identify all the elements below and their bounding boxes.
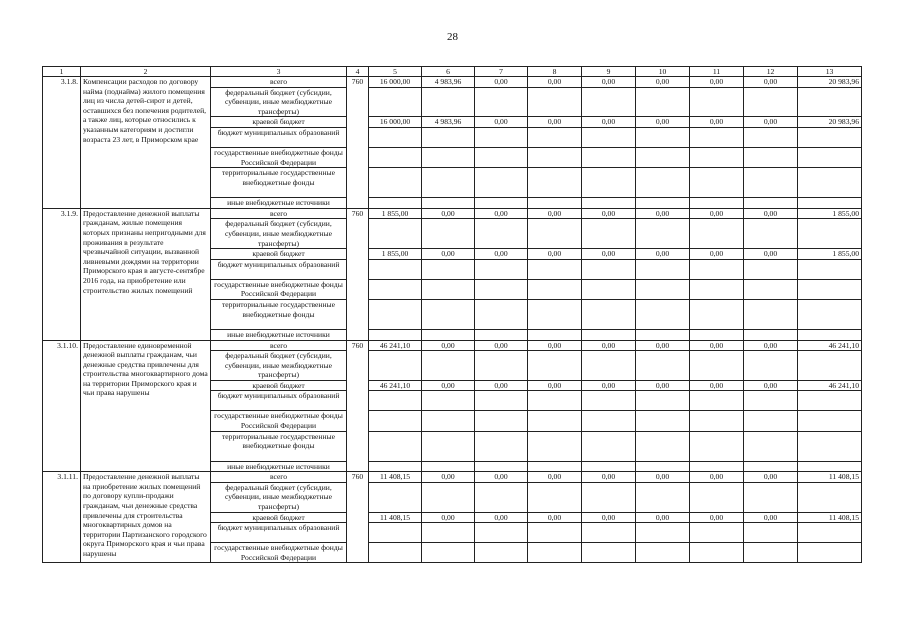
funding-source: бюджет муниципальных образований — [211, 259, 347, 279]
year-amount-cell — [582, 147, 636, 167]
total-cell — [798, 461, 862, 472]
total-cell — [798, 147, 862, 167]
year-amount-cell — [582, 259, 636, 279]
year-amount-cell — [528, 87, 582, 117]
total-cell — [798, 299, 862, 329]
total-cell — [798, 411, 862, 431]
total-cell — [798, 351, 862, 381]
year-amount-cell — [475, 259, 528, 279]
item-name: Предоставление единовременной денежной выплаты гражданам, чьи денежные средства привлечены для строительства многоквартирного дома на территории Приморского края и чьи права нарушены — [81, 340, 211, 472]
year-amount-cell — [422, 482, 475, 512]
year-amount-cell: 0,00 — [744, 512, 798, 523]
column-header: 7 — [475, 67, 528, 77]
year-amount-cell: 0,00 — [744, 380, 798, 391]
year-amount-cell — [369, 127, 422, 147]
column-header: 1 — [43, 67, 81, 77]
year-amount-cell — [582, 87, 636, 117]
item-name: Компенсации расходов по договору найма (поднайма) жилого помещения лиц из числа детей-сирот и детей, оставшихся без попечения родителей, а также лиц, которые относились к указанным категориям и достигли возраста 23 лет, в Приморском крае — [81, 77, 211, 209]
funding-source: государственные внебюджетные фонды Российской Федерации — [211, 411, 347, 431]
year-amount-cell: 0,00 — [636, 208, 690, 219]
year-amount-cell: 0,00 — [475, 512, 528, 523]
total-cell — [798, 523, 862, 543]
year-amount-cell — [636, 87, 690, 117]
year-amount-cell — [636, 168, 690, 198]
grbs-code: 760 — [347, 340, 369, 472]
year-amount-cell: 0,00 — [690, 340, 744, 351]
year-amount-cell — [582, 279, 636, 299]
year-amount-cell: 46 241,10 — [369, 340, 422, 351]
year-amount-cell — [636, 127, 690, 147]
year-amount-cell: 0,00 — [475, 208, 528, 219]
year-amount-cell: 0,00 — [690, 208, 744, 219]
funding-source: федеральный бюджет (субсидии, субвенции, иные межбюджетные трансферты) — [211, 87, 347, 117]
year-amount-cell: 0,00 — [475, 117, 528, 128]
year-amount-cell — [475, 543, 528, 563]
year-amount-cell — [422, 299, 475, 329]
year-amount-cell — [744, 219, 798, 249]
year-amount-cell — [528, 329, 582, 340]
year-amount-cell — [582, 299, 636, 329]
year-amount-cell: 0,00 — [690, 472, 744, 483]
funding-source: бюджет муниципальных образований — [211, 523, 347, 543]
year-amount-cell — [369, 523, 422, 543]
year-amount-cell — [582, 219, 636, 249]
year-amount-cell: 0,00 — [422, 208, 475, 219]
year-amount-cell — [582, 351, 636, 381]
funding-source: краевой бюджет — [211, 512, 347, 523]
year-amount-cell — [690, 391, 744, 411]
year-amount-cell — [744, 411, 798, 431]
year-amount-cell — [475, 431, 528, 461]
year-amount-cell — [475, 391, 528, 411]
year-amount-cell — [636, 147, 690, 167]
total-cell — [798, 259, 862, 279]
year-amount-cell — [582, 523, 636, 543]
item-name: Предоставление денежной выплаты на приобретение жилых помещений по договору купли-продажи гражданам, чьи денежные средства привлечены для строительства многоквартирных домов на территории Партизанского городского округа Приморского края и чьи права нарушены — [81, 472, 211, 563]
year-amount-cell: 0,00 — [636, 380, 690, 391]
year-amount-cell: 0,00 — [690, 77, 744, 88]
year-amount-cell — [475, 168, 528, 198]
year-amount-cell — [422, 259, 475, 279]
year-amount-cell — [744, 127, 798, 147]
year-amount-cell: 0,00 — [528, 340, 582, 351]
funding-source: иные внебюджетные источники — [211, 461, 347, 472]
year-amount-cell — [528, 127, 582, 147]
year-amount-cell — [528, 279, 582, 299]
total-cell — [798, 329, 862, 340]
total-cell — [798, 543, 862, 563]
year-amount-cell — [582, 198, 636, 209]
year-amount-cell: 0,00 — [744, 249, 798, 260]
year-amount-cell — [422, 219, 475, 249]
year-amount-cell — [528, 299, 582, 329]
year-amount-cell — [636, 461, 690, 472]
year-amount-cell: 0,00 — [744, 340, 798, 351]
year-amount-cell — [528, 351, 582, 381]
funding-source: территориальные государственные внебюджетные фонды — [211, 299, 347, 329]
funding-source: федеральный бюджет (субсидии, субвенции, иные межбюджетные трансферты) — [211, 219, 347, 249]
year-amount-cell: 0,00 — [636, 117, 690, 128]
year-amount-cell — [582, 431, 636, 461]
year-amount-cell: 0,00 — [582, 340, 636, 351]
year-amount-cell — [744, 461, 798, 472]
year-amount-cell — [422, 279, 475, 299]
year-amount-cell — [369, 461, 422, 472]
column-header: 3 — [211, 67, 347, 77]
year-amount-cell — [422, 523, 475, 543]
year-amount-cell — [369, 431, 422, 461]
year-amount-cell — [422, 127, 475, 147]
year-amount-cell — [369, 168, 422, 198]
year-amount-cell — [690, 127, 744, 147]
year-amount-cell — [475, 299, 528, 329]
funding-source: государственные внебюджетные фонды Российской Федерации — [211, 543, 347, 563]
funding-source: территориальные государственные внебюджетные фонды — [211, 431, 347, 461]
year-amount-cell — [690, 329, 744, 340]
total-cell: 11 408,15 — [798, 512, 862, 523]
year-amount-cell — [636, 523, 690, 543]
year-amount-cell — [744, 482, 798, 512]
funding-source: территориальные государственные внебюджетные фонды — [211, 168, 347, 198]
total-cell — [798, 482, 862, 512]
year-amount-cell — [744, 523, 798, 543]
year-amount-cell: 0,00 — [744, 472, 798, 483]
year-amount-cell — [582, 461, 636, 472]
total-cell: 20 983,96 — [798, 77, 862, 88]
year-amount-cell: 0,00 — [582, 380, 636, 391]
item-code: 3.1.11. — [43, 472, 81, 563]
column-header: 8 — [528, 67, 582, 77]
year-amount-cell: 0,00 — [422, 512, 475, 523]
year-amount-cell — [690, 523, 744, 543]
year-amount-cell — [369, 543, 422, 563]
table-row — [43, 472, 862, 483]
year-amount-cell — [744, 543, 798, 563]
year-amount-cell — [422, 168, 475, 198]
year-amount-cell: 46 241,10 — [369, 380, 422, 391]
year-amount-cell: 16 000,00 — [369, 77, 422, 88]
year-amount-cell: 4 983,96 — [422, 117, 475, 128]
year-amount-cell: 0,00 — [582, 512, 636, 523]
year-amount-cell — [475, 147, 528, 167]
year-amount-cell — [475, 219, 528, 249]
year-amount-cell — [369, 411, 422, 431]
year-amount-cell — [744, 391, 798, 411]
year-amount-cell — [636, 543, 690, 563]
year-amount-cell — [528, 391, 582, 411]
year-amount-cell — [475, 411, 528, 431]
year-amount-cell — [528, 259, 582, 279]
year-amount-cell — [528, 219, 582, 249]
year-amount-cell — [690, 461, 744, 472]
year-amount-cell — [690, 147, 744, 167]
year-amount-cell — [369, 482, 422, 512]
funding-source: всего — [211, 340, 347, 351]
total-cell: 46 241,10 — [798, 340, 862, 351]
year-amount-cell — [690, 279, 744, 299]
year-amount-cell — [369, 299, 422, 329]
year-amount-cell: 0,00 — [744, 117, 798, 128]
year-amount-cell — [690, 168, 744, 198]
year-amount-cell — [369, 87, 422, 117]
funding-source: всего — [211, 472, 347, 483]
total-cell: 11 408,15 — [798, 472, 862, 483]
year-amount-cell — [582, 543, 636, 563]
year-amount-cell — [582, 411, 636, 431]
year-amount-cell — [636, 279, 690, 299]
year-amount-cell — [475, 198, 528, 209]
year-amount-cell — [690, 411, 744, 431]
year-amount-cell — [422, 543, 475, 563]
year-amount-cell — [636, 431, 690, 461]
year-amount-cell: 1 855,00 — [369, 208, 422, 219]
year-amount-cell: 0,00 — [475, 77, 528, 88]
funding-source: краевой бюджет — [211, 249, 347, 260]
column-header: 11 — [690, 67, 744, 77]
year-amount-cell — [690, 351, 744, 381]
year-amount-cell — [582, 329, 636, 340]
item-code: 3.1.10. — [43, 340, 81, 472]
year-amount-cell — [582, 391, 636, 411]
column-number-row — [43, 67, 862, 77]
year-amount-cell — [582, 168, 636, 198]
year-amount-cell — [690, 543, 744, 563]
total-cell: 1 855,00 — [798, 249, 862, 260]
year-amount-cell — [744, 431, 798, 461]
year-amount-cell — [636, 259, 690, 279]
year-amount-cell — [422, 198, 475, 209]
year-amount-cell — [528, 411, 582, 431]
year-amount-cell — [690, 431, 744, 461]
year-amount-cell — [422, 411, 475, 431]
total-cell — [798, 198, 862, 209]
year-amount-cell: 0,00 — [636, 512, 690, 523]
total-cell — [798, 391, 862, 411]
year-amount-cell — [422, 391, 475, 411]
item-code: 3.1.9. — [43, 208, 81, 340]
year-amount-cell — [636, 482, 690, 512]
column-header: 12 — [744, 67, 798, 77]
total-cell — [798, 168, 862, 198]
year-amount-cell: 0,00 — [690, 380, 744, 391]
year-amount-cell — [422, 87, 475, 117]
year-amount-cell: 0,00 — [528, 380, 582, 391]
year-amount-cell: 1 855,00 — [369, 249, 422, 260]
year-amount-cell — [528, 168, 582, 198]
year-amount-cell: 0,00 — [475, 380, 528, 391]
funding-source: государственные внебюджетные фонды Российской Федерации — [211, 279, 347, 299]
year-amount-cell — [528, 461, 582, 472]
funding-source: федеральный бюджет (субсидии, субвенции, иные межбюджетные трансферты) — [211, 482, 347, 512]
year-amount-cell — [744, 329, 798, 340]
year-amount-cell: 0,00 — [528, 249, 582, 260]
year-amount-cell — [422, 329, 475, 340]
page-number: 28 — [447, 31, 458, 43]
year-amount-cell: 0,00 — [528, 208, 582, 219]
table-row — [43, 340, 862, 351]
year-amount-cell — [744, 259, 798, 279]
total-cell — [798, 127, 862, 147]
total-cell — [798, 279, 862, 299]
year-amount-cell: 0,00 — [690, 249, 744, 260]
year-amount-cell — [690, 299, 744, 329]
total-cell — [798, 431, 862, 461]
year-amount-cell: 0,00 — [690, 117, 744, 128]
year-amount-cell — [369, 279, 422, 299]
funding-source: федеральный бюджет (субсидии, субвенции, иные межбюджетные трансферты) — [211, 351, 347, 381]
funding-source: всего — [211, 77, 347, 88]
year-amount-cell — [369, 329, 422, 340]
year-amount-cell: 0,00 — [744, 208, 798, 219]
year-amount-cell: 0,00 — [636, 340, 690, 351]
grbs-code: 760 — [347, 472, 369, 563]
year-amount-cell — [475, 523, 528, 543]
year-amount-cell — [690, 219, 744, 249]
column-header: 2 — [81, 67, 211, 77]
year-amount-cell — [475, 329, 528, 340]
column-header: 9 — [582, 67, 636, 77]
table-row — [43, 208, 862, 219]
year-amount-cell — [636, 219, 690, 249]
year-amount-cell — [422, 431, 475, 461]
table-row — [43, 77, 862, 88]
item-code: 3.1.8. — [43, 77, 81, 209]
column-header: 5 — [369, 67, 422, 77]
year-amount-cell — [636, 411, 690, 431]
item-name: Предоставление денежной выплаты гражданам, жилые помещения которых признаны непригодными для проживания в результате чрезвычайной ситуации, вызванной ливневыми дождями на территории Приморского края в августе-сентябре 2016 года, на приобретение или строительство жилых помещений — [81, 208, 211, 340]
funding-source: иные внебюджетные источники — [211, 198, 347, 209]
year-amount-cell: 0,00 — [422, 249, 475, 260]
year-amount-cell: 0,00 — [582, 249, 636, 260]
grbs-code: 760 — [347, 77, 369, 209]
year-amount-cell — [369, 219, 422, 249]
column-header: 13 — [798, 67, 862, 77]
year-amount-cell — [690, 87, 744, 117]
year-amount-cell — [636, 351, 690, 381]
year-amount-cell — [475, 87, 528, 117]
year-amount-cell — [528, 198, 582, 209]
year-amount-cell: 0,00 — [528, 512, 582, 523]
year-amount-cell — [690, 259, 744, 279]
year-amount-cell: 0,00 — [528, 117, 582, 128]
year-amount-cell — [744, 198, 798, 209]
total-cell: 1 855,00 — [798, 208, 862, 219]
funding-source: краевой бюджет — [211, 117, 347, 128]
year-amount-cell — [636, 299, 690, 329]
total-cell: 20 983,96 — [798, 117, 862, 128]
year-amount-cell: 0,00 — [690, 512, 744, 523]
year-amount-cell — [369, 259, 422, 279]
year-amount-cell — [422, 147, 475, 167]
year-amount-cell: 0,00 — [582, 117, 636, 128]
total-cell — [798, 87, 862, 117]
year-amount-cell — [475, 279, 528, 299]
column-header: 10 — [636, 67, 690, 77]
year-amount-cell — [744, 168, 798, 198]
year-amount-cell — [369, 391, 422, 411]
funding-source: бюджет муниципальных образований — [211, 391, 347, 411]
year-amount-cell — [690, 482, 744, 512]
year-amount-cell: 16 000,00 — [369, 117, 422, 128]
total-cell — [798, 219, 862, 249]
year-amount-cell: 0,00 — [636, 249, 690, 260]
year-amount-cell — [636, 329, 690, 340]
year-amount-cell — [636, 391, 690, 411]
year-amount-cell — [528, 543, 582, 563]
year-amount-cell — [422, 461, 475, 472]
year-amount-cell: 0,00 — [636, 472, 690, 483]
year-amount-cell: 0,00 — [422, 380, 475, 391]
year-amount-cell: 0,00 — [744, 77, 798, 88]
year-amount-cell — [744, 279, 798, 299]
year-amount-cell — [636, 198, 690, 209]
year-amount-cell: 0,00 — [582, 472, 636, 483]
year-amount-cell: 0,00 — [636, 77, 690, 88]
column-header: 4 — [347, 67, 369, 77]
year-amount-cell: 11 408,15 — [369, 472, 422, 483]
budget-table — [42, 66, 862, 563]
year-amount-cell — [744, 351, 798, 381]
year-amount-cell — [528, 523, 582, 543]
grbs-code: 760 — [347, 208, 369, 340]
funding-source: всего — [211, 208, 347, 219]
funding-source: бюджет муниципальных образований — [211, 127, 347, 147]
funding-source: государственные внебюджетные фонды Российской Федерации — [211, 147, 347, 167]
year-amount-cell — [369, 147, 422, 167]
year-amount-cell: 0,00 — [422, 472, 475, 483]
year-amount-cell — [369, 351, 422, 381]
year-amount-cell: 0,00 — [475, 249, 528, 260]
year-amount-cell — [528, 147, 582, 167]
funding-source: краевой бюджет — [211, 380, 347, 391]
year-amount-cell: 11 408,15 — [369, 512, 422, 523]
year-amount-cell: 0,00 — [475, 472, 528, 483]
year-amount-cell: 0,00 — [528, 472, 582, 483]
year-amount-cell: 0,00 — [582, 208, 636, 219]
year-amount-cell: 0,00 — [475, 340, 528, 351]
year-amount-cell: 0,00 — [422, 340, 475, 351]
total-cell: 46 241,10 — [798, 380, 862, 391]
funding-source: иные внебюджетные источники — [211, 329, 347, 340]
column-header: 6 — [422, 67, 475, 77]
year-amount-cell: 0,00 — [528, 77, 582, 88]
year-amount-cell — [475, 482, 528, 512]
year-amount-cell — [475, 461, 528, 472]
year-amount-cell — [582, 482, 636, 512]
year-amount-cell — [744, 147, 798, 167]
year-amount-cell: 4 983,96 — [422, 77, 475, 88]
year-amount-cell — [528, 482, 582, 512]
year-amount-cell — [475, 127, 528, 147]
year-amount-cell — [744, 299, 798, 329]
year-amount-cell — [422, 351, 475, 381]
year-amount-cell — [528, 431, 582, 461]
year-amount-cell — [582, 127, 636, 147]
year-amount-cell — [475, 351, 528, 381]
year-amount-cell — [744, 87, 798, 117]
year-amount-cell — [690, 198, 744, 209]
year-amount-cell: 0,00 — [582, 77, 636, 88]
year-amount-cell — [369, 198, 422, 209]
